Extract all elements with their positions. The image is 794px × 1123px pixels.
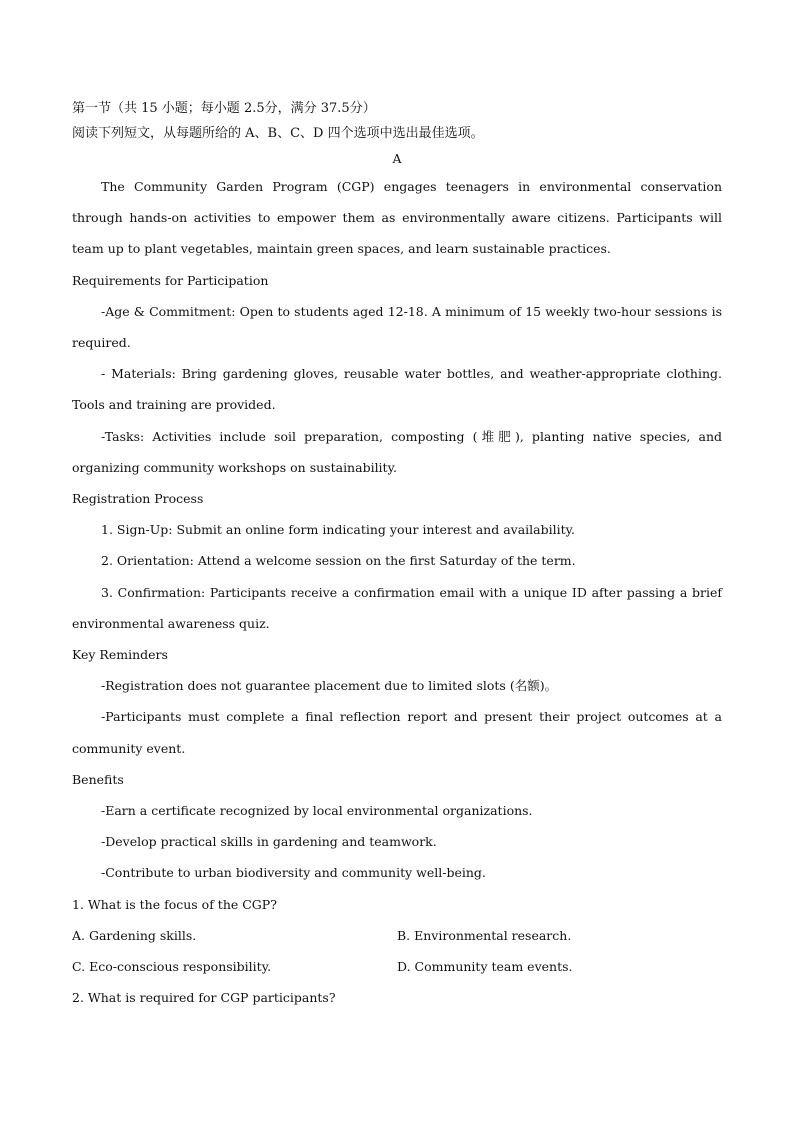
registration-item-signup: 1. Sign-Up: Submit an online form indicating your interest and availability. [101,522,576,538]
requirement-item-tasks: -Tasks: Activities include soil preparation, composting (堆肥), planting native species, and organizing community workshops on sustainability. [72,428,722,475]
registration-item-orientation: 2. Orientation: Attend a welcome session on the first Saturday of the term. [101,553,576,569]
benefit-item-skills: -Develop practical skills in gardening and teamwork. [101,834,437,850]
requirements-heading: Requirements for Participation [72,272,269,288]
passage-intro: The Community Garden Program (CGP) engages teenagers in environmental conservation through hands-on activities to empower them as environmentally aware citizens. Participants will team up to plant vegetables, maintain green spaces, and learn sustainable practices. [72,179,722,257]
instruction-text: 阅读下列短文，从每题所给的 A、B、C、D 四个选项中选出最佳选项。 [72,126,484,141]
option-c: C. Eco-conscious responsibility. [72,959,272,975]
registration-item-confirmation: 3. Confirmation: Participants receive a confirmation email with a unique ID after passing a brief environmental awareness quiz. [72,584,722,631]
document-page [72,96,722,1013]
benefit-item-biodiversity: -Contribute to urban biodiversity and community well-being. [101,865,486,881]
reminders-heading: Key Reminders [72,647,168,663]
option-b: B. Environmental research. [397,927,572,943]
question-options [72,920,722,982]
option-d: D. Community team events. [397,959,573,975]
question-stem: 2. What is required for CGP participants? [72,990,336,1006]
requirement-item-materials: - Materials: Bring gardening gloves, reusable water bottles, and weather-appropriate clothing. Tools and training are provided. [72,366,722,413]
reminder-item-placement: -Registration does not guarantee placement due to limited slots (名额)。 [101,678,558,694]
option-a: A. Gardening skills. [72,927,197,943]
section-title: 第一节（共 15 小题；每小题 2.5分，满分 37.5分） [72,101,376,116]
requirement-item-age: -Age & Commitment: Open to students aged 12-18. A minimum of 15 weekly two-hour sessions is required. [72,303,722,351]
benefit-item-certificate: -Earn a certificate recognized by local environmental organizations. [101,803,533,819]
reminder-item-report: -Participants must complete a final reflection report and present their project outcomes at a community event. [72,709,722,756]
benefits-heading: Benefits [72,771,124,787]
passage-letter: A [392,151,402,166]
question-stem: 1. What is the focus of the CGP? [72,896,277,912]
registration-heading: Registration Process [72,491,204,507]
